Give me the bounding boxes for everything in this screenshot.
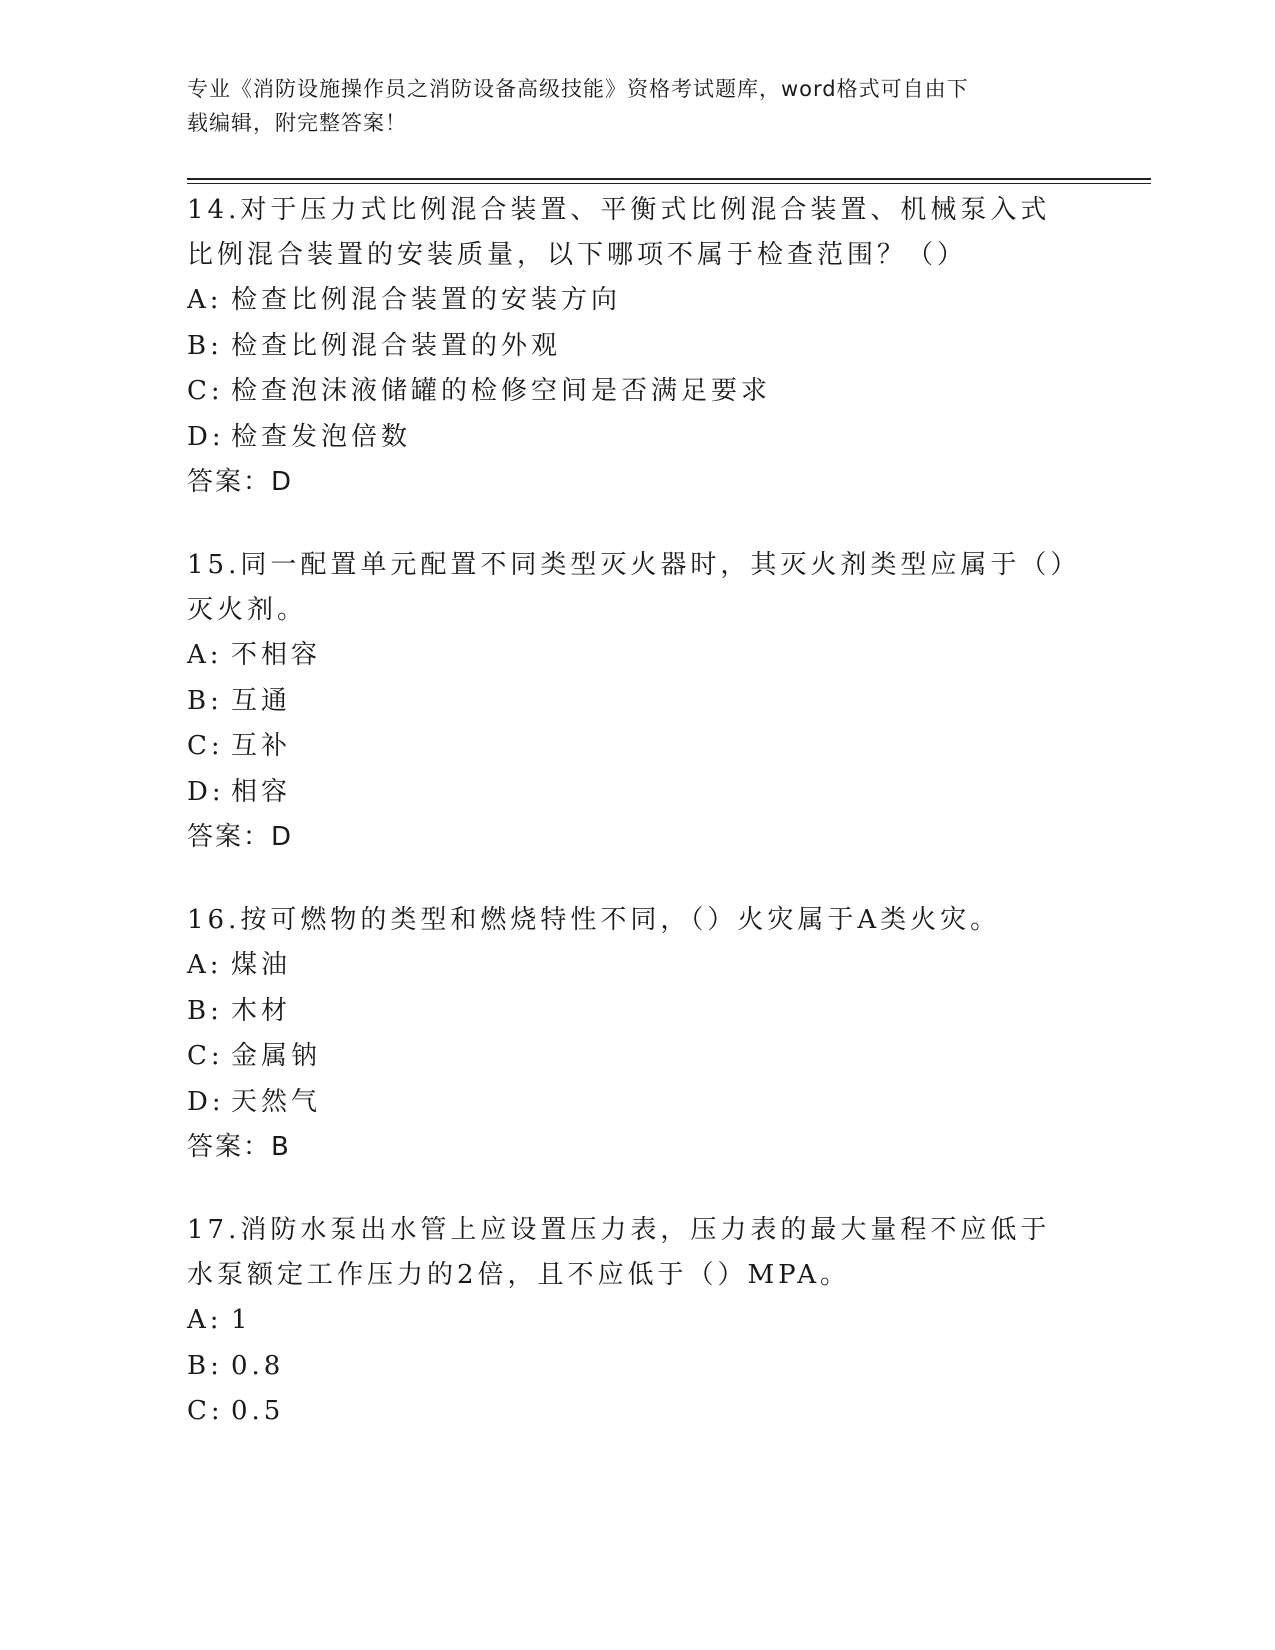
- question-17: [187, 1208, 1087, 1435]
- option-a: [187, 943, 1087, 989]
- option-text: 检查比例混合装置的外观: [231, 330, 562, 361]
- option-letter: D:: [187, 421, 225, 452]
- option-letter: A:: [187, 950, 223, 980]
- header-line-1: 专业《消防设施操作员之消防设备高级技能》资格考试题库，word格式可自由下: [187, 77, 969, 101]
- option-c: [187, 369, 1087, 415]
- option-b: [187, 679, 1087, 725]
- question-text: 16.按可燃物的类型和燃烧特性不同，（）火灾属于A类火灾。: [187, 905, 1001, 935]
- question-15: [187, 543, 1087, 860]
- option-text: 互补: [231, 731, 292, 761]
- question-16: [187, 898, 1087, 1170]
- option-text: 0.5: [231, 1396, 285, 1426]
- option-text: 检查比例混合装置的安装方向: [231, 285, 622, 315]
- question-text: 17.消防水泵出水管上应设置压力表，压力表的最大量程不应低于水泵额定工作压力的2倍，且不应低于（）MPA。: [187, 1215, 1051, 1290]
- option-letter: A:: [187, 285, 223, 315]
- option-text: 检查发泡倍数: [231, 421, 412, 452]
- header-divider-thin: [187, 183, 1151, 184]
- question-text: 14.对于压力式比例混合装置、平衡式比例混合装置、机械泵入式比例混合装置的安装质量，以下哪项不属于检查范围？（）: [187, 195, 1051, 270]
- option-letter: C:: [187, 731, 224, 761]
- option-b: [187, 324, 1087, 370]
- option-text: 木材: [231, 995, 292, 1026]
- question-text: 15.同一配置单元配置不同类型灭火器时，其灭火剂类型应属于（）灭火剂。: [187, 550, 1068, 625]
- option-text: 检查泡沫液储罐的检修空间是否满足要求: [231, 376, 772, 406]
- option-letter: B:: [187, 330, 223, 361]
- option-text: 互通: [231, 685, 292, 716]
- option-d: [187, 1080, 1087, 1126]
- option-text: 0.8: [231, 1350, 285, 1381]
- option-text: 相容: [231, 776, 292, 807]
- option-letter: C:: [187, 1396, 224, 1426]
- option-d: [187, 770, 1087, 816]
- option-letter: A:: [187, 1305, 223, 1335]
- question-14: [187, 188, 1087, 505]
- answer-text: 答案：B: [187, 1132, 291, 1162]
- option-d: [187, 415, 1087, 461]
- option-letter: D:: [187, 1086, 225, 1117]
- option-a: [187, 633, 1087, 679]
- option-b: [187, 1344, 1087, 1390]
- option-a: [187, 278, 1087, 324]
- option-text: 天然气: [231, 1086, 322, 1117]
- option-text: 煤油: [231, 950, 292, 980]
- option-letter: A:: [187, 640, 223, 670]
- option-text: 金属钠: [231, 1041, 322, 1071]
- header-line-2: 载编辑，附完整答案！: [187, 111, 407, 135]
- option-letter: D:: [187, 776, 225, 807]
- option-c: [187, 1389, 1087, 1435]
- answer-text: 答案：D: [187, 822, 294, 852]
- option-c: [187, 724, 1087, 770]
- option-b: [187, 989, 1087, 1035]
- option-letter: C:: [187, 376, 224, 406]
- option-text: 1: [231, 1305, 252, 1335]
- option-letter: B:: [187, 1350, 223, 1381]
- answer-text: 答案：D: [187, 467, 294, 497]
- document-header: [187, 72, 1067, 140]
- option-letter: B:: [187, 685, 223, 716]
- option-letter: C:: [187, 1041, 224, 1071]
- header-divider-thick: [187, 178, 1151, 180]
- option-text: 不相容: [231, 640, 322, 670]
- option-c: [187, 1034, 1087, 1080]
- question-list: [187, 188, 1087, 1473]
- option-a: [187, 1298, 1087, 1344]
- option-letter: B:: [187, 995, 223, 1026]
